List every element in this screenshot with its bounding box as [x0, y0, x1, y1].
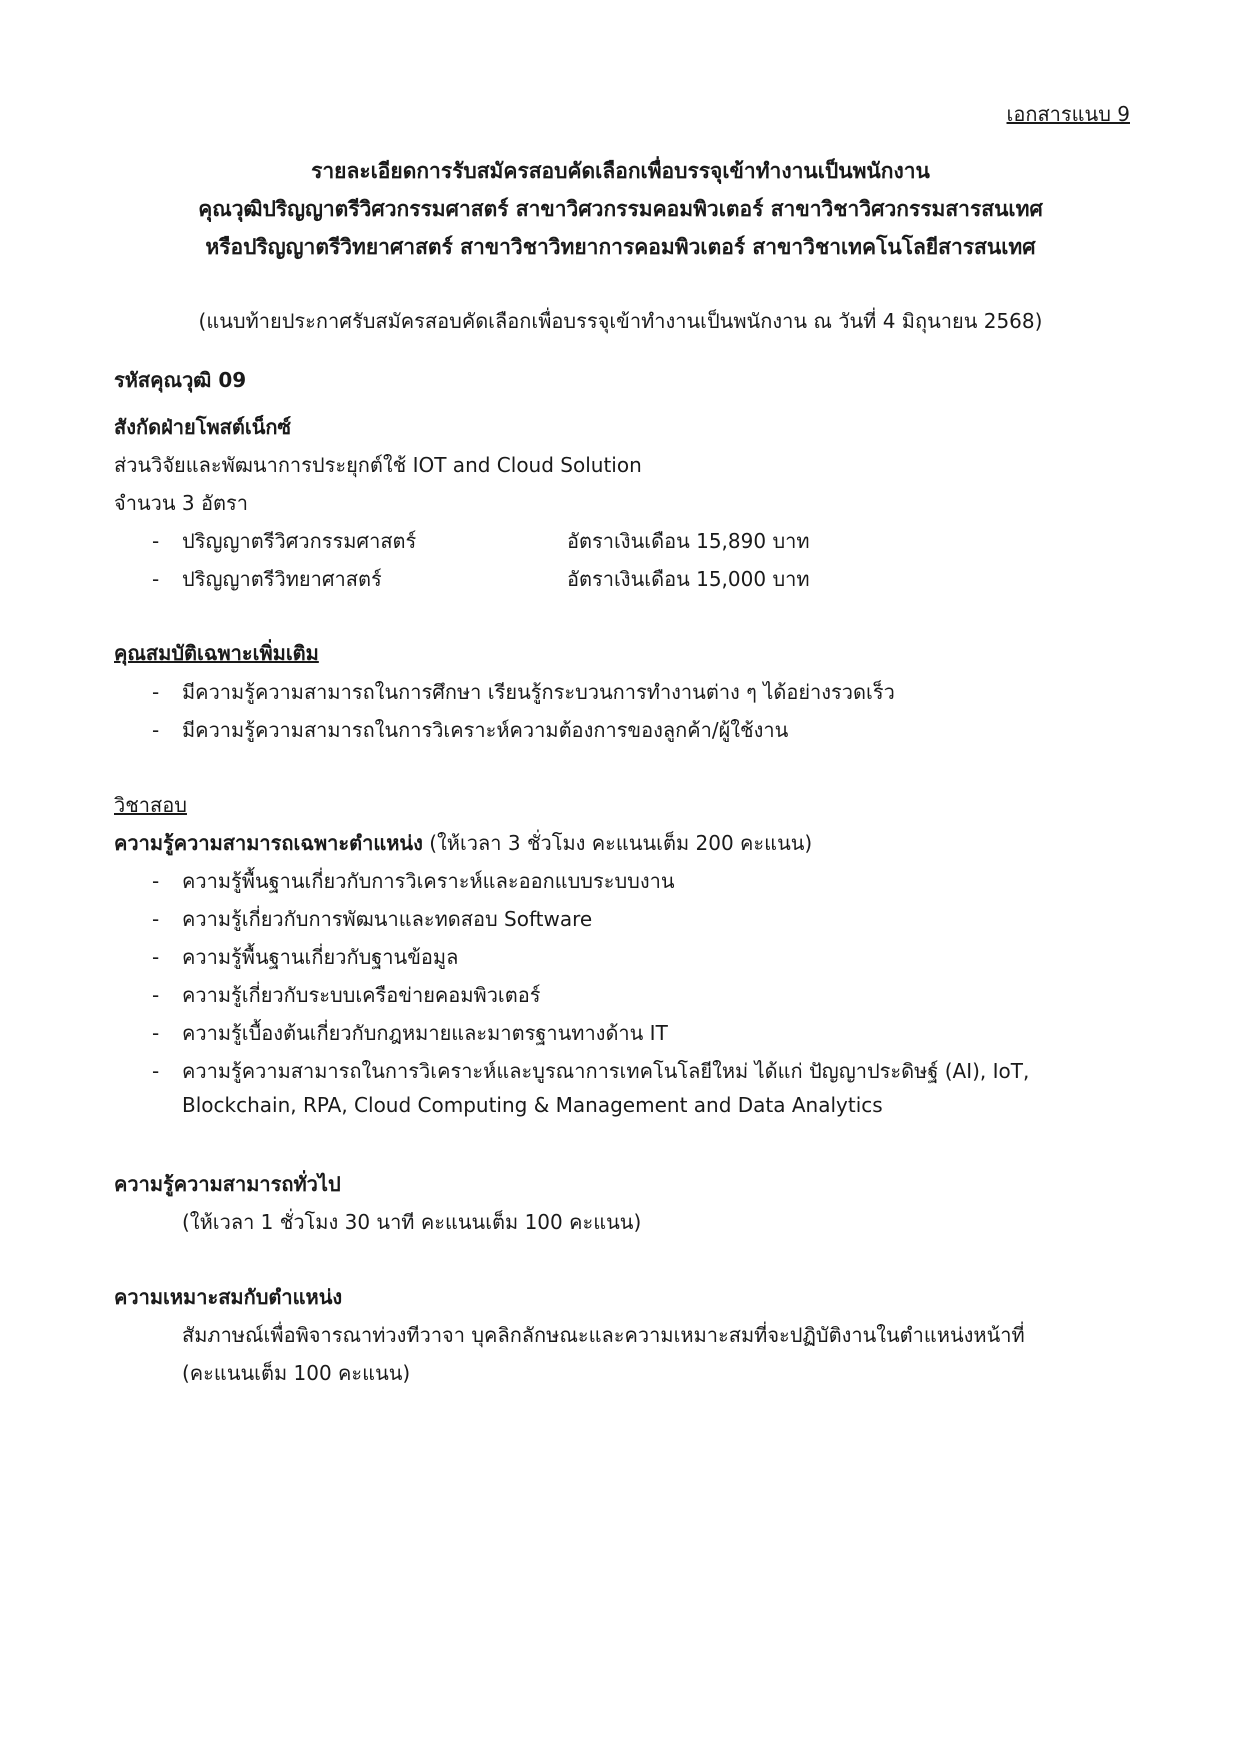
list-item-text: ความรู้เกี่ยวกับระบบเครือข่ายคอมพิวเตอร์	[182, 983, 541, 1007]
bullet-dash: -	[152, 869, 160, 893]
qualification-code: รหัสคุณวุฒิ 09	[114, 368, 247, 392]
attachment-label: เอกสารแนบ 9	[1006, 102, 1130, 126]
bullet-dash: -	[152, 567, 160, 591]
list-item	[152, 865, 675, 897]
salary-value: อัตราเงินเดือน 15,000 บาท	[567, 567, 810, 591]
title-line-3: หรือปริญญาตรีวิทยาศาสตร์ สาขาวิชาวิทยาการคอมพิวเตอร์ สาขาวิชาเทคโนโลยีสารสนเทศ	[205, 235, 1036, 259]
list-item	[152, 1055, 1029, 1087]
bullet-dash: -	[152, 1059, 160, 1083]
salary-row	[152, 525, 810, 557]
list-item	[152, 1017, 668, 1049]
bullet-dash: -	[152, 680, 160, 704]
bullet-dash: -	[152, 718, 160, 742]
list-item	[152, 903, 592, 935]
exam-heading: วิชาสอบ	[114, 793, 187, 817]
document-title	[0, 152, 1241, 266]
title-line-2: คุณวุฒิปริญญาตรีวิศวกรรมศาสตร์ สาขาวิศวกรรมคอมพิวเตอร์ สาขาวิชาวิศวกรรมสารสนเทศ	[198, 197, 1043, 221]
list-item-text: ความรู้พื้นฐานเกี่ยวกับฐานข้อมูล	[182, 945, 459, 969]
affiliation-heading: สังกัดฝ่ายโพสต์เน็กซ์	[114, 415, 292, 439]
bullet-dash: -	[152, 945, 160, 969]
specific-exam-line	[114, 827, 812, 859]
bullet-dash: -	[152, 529, 160, 553]
list-item-text: ความรู้ความสามารถในการวิเคราะห์และบูรณาการเทคโนโลยีใหม่ ได้แก่ ปัญญาประดิษฐ์ (AI), IoT,	[182, 1059, 1030, 1083]
suitability-detail: สัมภาษณ์เพื่อพิจารณาท่วงทีวาจา บุคลิกลักษณะและความเหมาะสมที่จะปฏิบัติงานในตำแหน่งหน้าที่	[182, 1323, 1025, 1347]
suitability-title: ความเหมาะสมกับตำแหน่ง	[114, 1285, 343, 1309]
specific-exam-title: ความรู้ความสามารถเฉพาะตำแหน่ง	[114, 831, 423, 855]
general-exam-title: ความรู้ความสามารถทั่วไป	[114, 1172, 341, 1196]
list-item	[152, 941, 458, 973]
list-item-text: มีความรู้ความสามารถในการศึกษา เรียนรู้กระบวนการทำงานต่าง ๆ ได้อย่างรวดเร็ว	[182, 680, 895, 704]
general-exam-detail: (ให้เวลา 1 ชั่วโมง 30 นาที คะแนนเต็ม 100 คะแนน)	[182, 1210, 642, 1234]
list-item	[152, 676, 895, 708]
position-count: จำนวน 3 อัตรา	[114, 491, 248, 515]
bullet-dash: -	[152, 907, 160, 931]
salary-value: อัตราเงินเดือน 15,890 บาท	[567, 529, 810, 553]
salary-row	[152, 563, 810, 595]
degree-label: ปริญญาตรีวิทยาศาสตร์	[182, 567, 382, 591]
list-item-text: มีความรู้ความสามารถในการวิเคราะห์ความต้องการของลูกค้า/ผู้ใช้งาน	[182, 718, 789, 742]
list-item-text: ความรู้พื้นฐานเกี่ยวกับการวิเคราะห์และออกแบบระบบงาน	[182, 869, 675, 893]
list-item	[152, 979, 541, 1011]
document-subtitle: (แนบท้ายประกาศรับสมัครสอบคัดเลือกเพื่อบรรจุเข้าทำงานเป็นพนักงาน ณ วันที่ 4 มิถุนายน 2568)	[198, 309, 1043, 333]
department-name: ส่วนวิจัยและพัฒนาการประยุกต์ใช้ IOT and Cloud Solution	[114, 453, 642, 477]
additional-qualifications-heading: คุณสมบัติเฉพาะเพิ่มเติม	[114, 641, 319, 665]
list-item-text: ความรู้เบื้องต้นเกี่ยวกับกฎหมายและมาตรฐานทางด้าน IT	[182, 1021, 668, 1045]
degree-label: ปริญญาตรีวิศวกรรมศาสตร์	[182, 529, 417, 553]
list-item-text: ความรู้เกี่ยวกับการพัฒนาและทดสอบ Software	[182, 907, 593, 931]
list-item	[152, 714, 788, 746]
bullet-dash: -	[152, 1021, 160, 1045]
specific-exam-detail: (ให้เวลา 3 ชั่วโมง คะแนนเต็ม 200 คะแนน)	[422, 831, 813, 855]
suitability-score: (คะแนนเต็ม 100 คะแนน)	[182, 1361, 411, 1385]
title-line-1: รายละเอียดการรับสมัครสอบคัดเลือกเพื่อบรรจุเข้าทำงานเป็นพนักงาน	[311, 159, 930, 183]
bullet-dash: -	[152, 983, 160, 1007]
list-item-continuation: Blockchain, RPA, Cloud Computing & Management and Data Analytics	[182, 1093, 883, 1117]
